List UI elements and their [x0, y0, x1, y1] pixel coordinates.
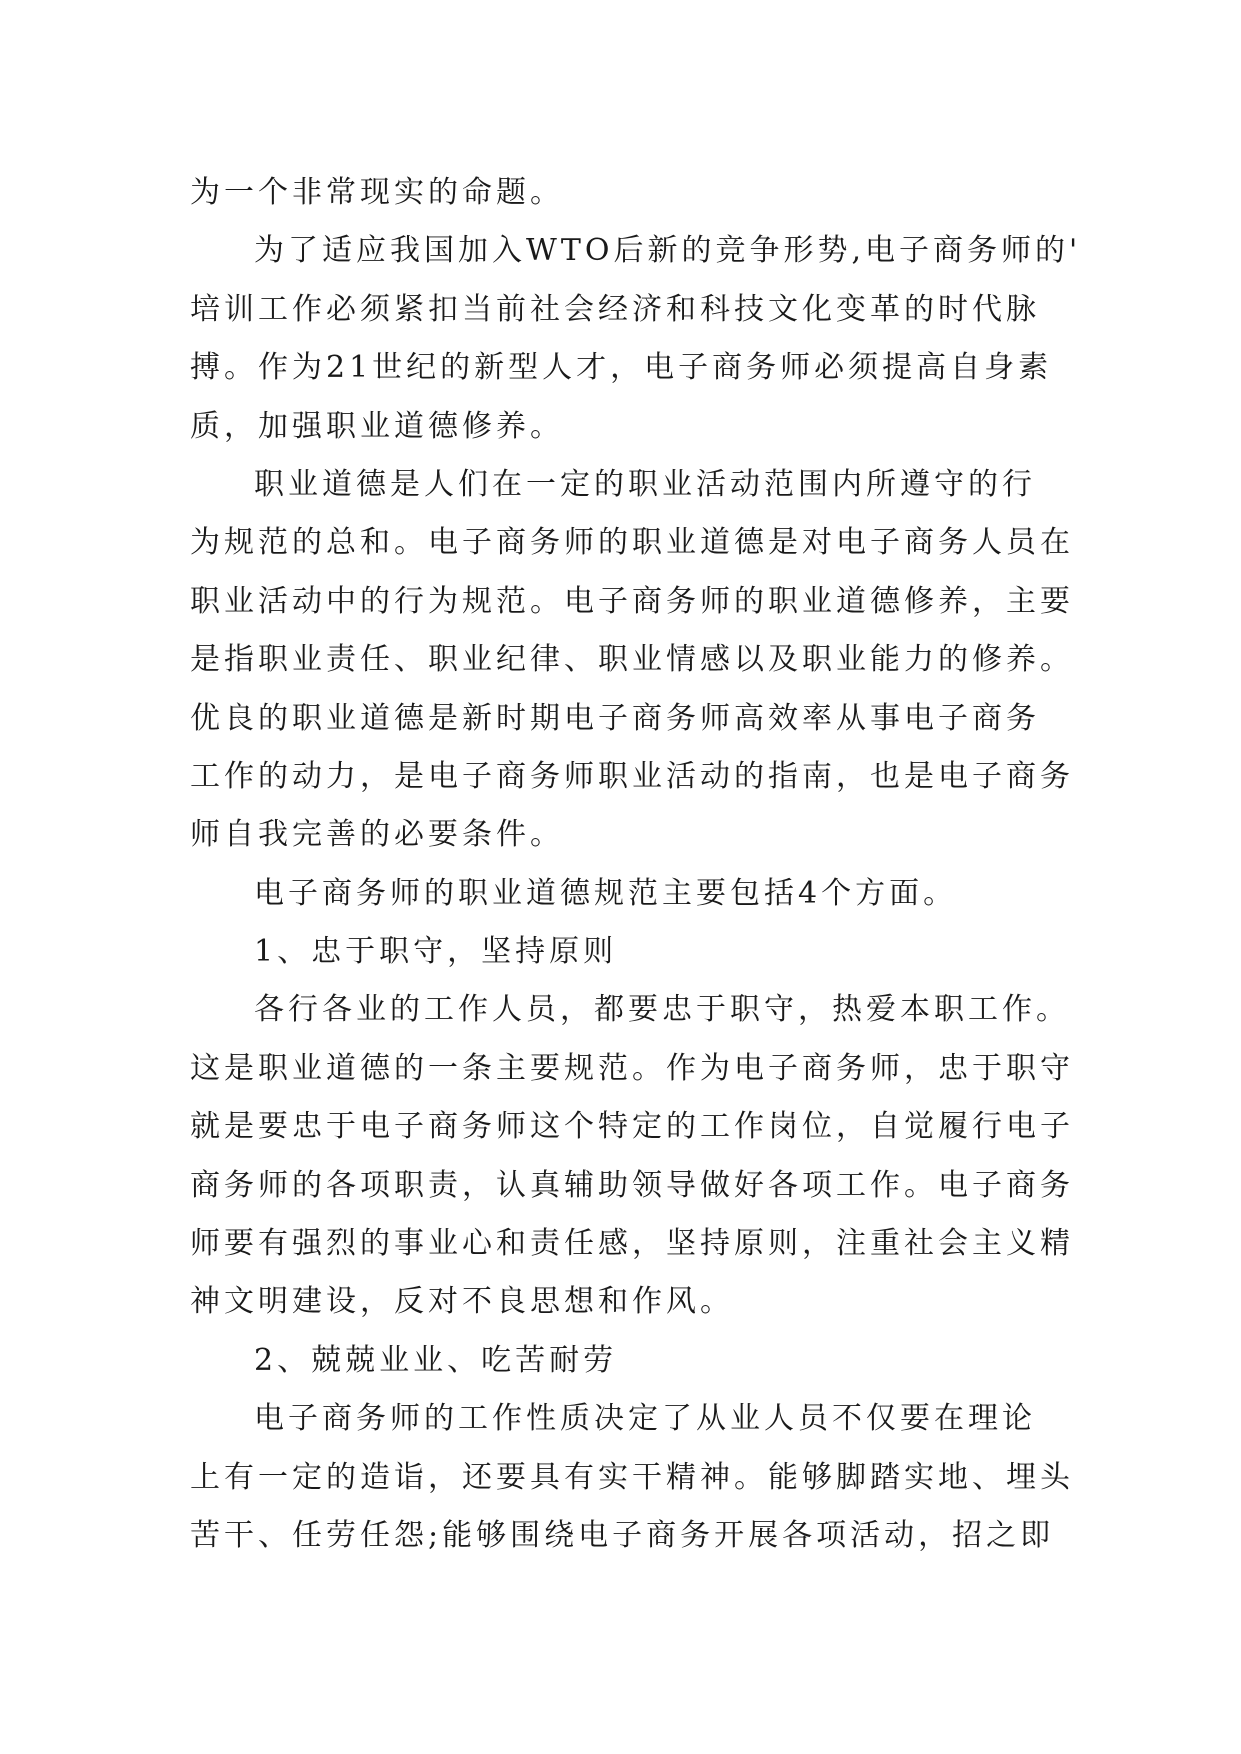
text-line: 搏。作为21世纪的新型人才，电子商务师必须提高自身素: [190, 350, 1053, 386]
text-line: 就是要忠于电子商务师这个特定的工作岗位，自觉履行电子: [190, 1109, 1074, 1145]
text-line: 师要有强烈的事业心和责任感，坚持原则，注重社会主义精: [190, 1226, 1074, 1262]
text-line: 这是职业道德的一条主要规范。作为电子商务师，忠于职守: [190, 1050, 1074, 1086]
paragraph-first-line: 各行各业的工作人员，都要忠于职守，热爱本职工作。: [254, 992, 1070, 1028]
text-line: 上有一定的造诣，还要具有实干精神。能够脚踏实地、埋头: [190, 1459, 1074, 1495]
body-text: [190, 164, 1082, 1565]
text-line: 商务师的各项职责，认真辅助领导做好各项工作。电子商务: [190, 1167, 1074, 1203]
text-line: 质，加强职业道德修养。: [190, 408, 564, 444]
text-line: 苦干、任劳任怨;能够围绕电子商务开展各项活动，招之即: [190, 1517, 1055, 1553]
paragraph-first-line: 电子商务师的工作性质决定了从业人员不仅要在理论: [254, 1401, 1036, 1437]
text-line: 职业活动中的行为规范。电子商务师的职业道德修养，主要: [190, 583, 1074, 619]
paragraph-first-line: 职业道德是人们在一定的职业活动范围内所遵守的行: [254, 466, 1036, 502]
text-line: 为一个非常现实的命题。: [190, 175, 564, 210]
text-line: 师自我完善的必要条件。: [190, 817, 564, 853]
text-line: 神文明建设，反对不良思想和作风。: [190, 1284, 734, 1320]
section-heading-1: 1、忠于职守，坚持原则: [254, 934, 618, 970]
text-line: 培训工作必须紧扣当前社会经济和科技文化变革的时代脉: [190, 291, 1040, 327]
text-line: 优良的职业道德是新时期电子商务师高效率从事电子商务: [190, 700, 1040, 736]
paragraph-first-line: 电子商务师的职业道德规范主要包括4个方面。: [254, 875, 958, 911]
section-heading-2: 2、兢兢业业、吃苦耐劳: [254, 1342, 618, 1378]
text-line: 是指职业责任、职业纪律、职业情感以及职业能力的修养。: [190, 642, 1074, 678]
text-line: 工作的动力，是电子商务师职业活动的指南，也是电子商务: [190, 758, 1074, 794]
text-line: 为规范的总和。电子商务师的职业道德是对电子商务人员在: [190, 525, 1074, 561]
paragraph-first-line: 为了适应我国加入WTO后新的竞争形势,电子商务师的': [254, 233, 1082, 269]
